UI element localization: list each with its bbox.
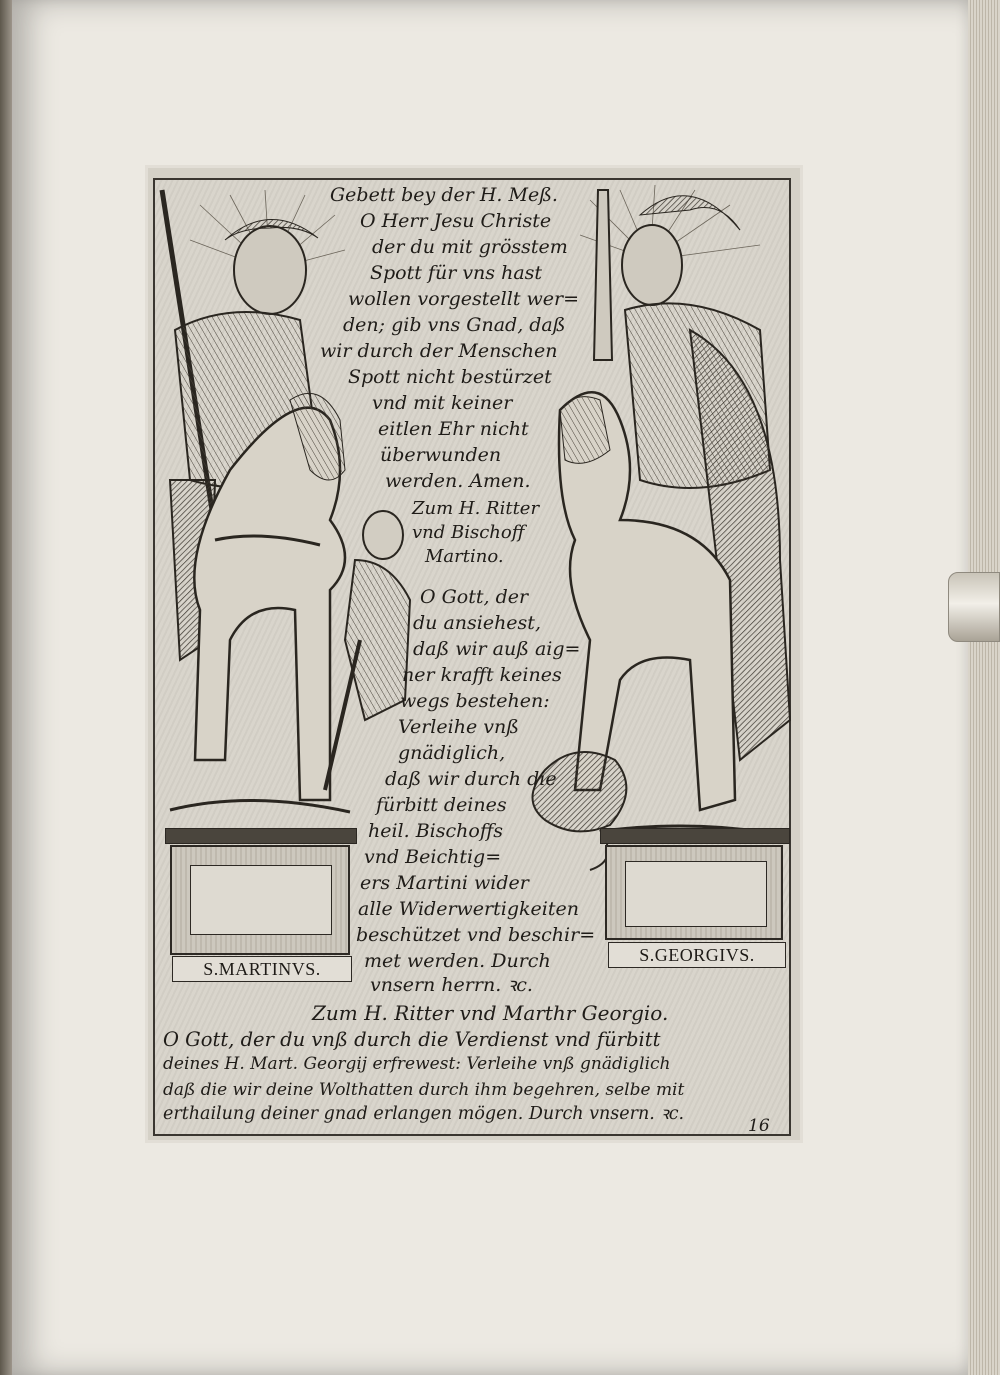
prayer-martin-line: Verleihe vnß (398, 716, 519, 738)
prayer-martin-line: alle Widerwertigkeiten (358, 898, 579, 920)
prayer-martin-line: ner krafft keines (402, 664, 562, 686)
prayer-mass-line: überwunden (380, 444, 502, 466)
prayer-mass-line: der du mit grösstem (372, 236, 568, 258)
prayer-martin-line: wegs bestehen: (400, 690, 550, 712)
prayer-mass-line: O Herr Jesu Christe (360, 210, 552, 232)
prayer-martin-heading: Martino. (425, 546, 504, 567)
left-pedestal (170, 845, 350, 955)
prayer-martin-line: daß wir durch die (385, 768, 557, 790)
prayer-martin-line: vnd Beichtig= (364, 846, 502, 868)
prayer-mass-line: wollen vorgestellt wer= (348, 288, 580, 310)
prayer-george-line: O Gott, der du vnß durch die Verdienst vnd fürbitt (163, 1028, 661, 1051)
prayer-george-line: erthailung deiner gnad erlangen mögen. Durch vnsern. ꝛc. (163, 1104, 685, 1124)
prayer-mass-line: Gebett bey der H. Meß. (330, 184, 558, 206)
prayer-mass-line: den; gib vns Gnad, daß (343, 314, 566, 336)
page-number: 16 (748, 1116, 770, 1136)
prayer-mass-line: vnd mit keiner (372, 392, 513, 414)
prayer-martin-line: met werden. Durch (364, 950, 551, 972)
prayer-george-heading: Zum H. Ritter vnd Marthr Georgio. (312, 1001, 669, 1025)
right-pedestal-ledge (600, 828, 790, 844)
prayer-george-line: daß die wir deine Wolthatten durch ihm begehren, selbe mit (163, 1080, 685, 1100)
prayer-martin-line: ers Martini wider (360, 872, 529, 894)
prayer-mass-line: wir durch der Menschen (320, 340, 558, 362)
left-pedestal-panel (190, 865, 332, 935)
prayer-martin-line: beschützet vnd beschir= (356, 924, 596, 946)
prayer-martin-heading: Zum H. Ritter (412, 498, 540, 519)
prayer-george-line: deines H. Mart. Georgij erfrewest: Verleihe vnß gnädiglich (163, 1054, 671, 1074)
prayer-martin-line: O Gott, der (420, 586, 529, 608)
prayer-martin-line: vnsern herrn. ꝛc. (370, 974, 533, 996)
right-pedestal-panel (625, 861, 767, 927)
prayer-mass-line: eitlen Ehr nicht (378, 418, 529, 440)
prayer-mass-line: Spott nicht bestürzet (348, 366, 552, 388)
prayer-martin-line: du ansiehest, (413, 612, 541, 634)
caption-martinus: S.MARTINVS. (172, 956, 352, 982)
prayer-martin-line: fürbitt deines (376, 794, 507, 816)
prayer-martin-heading: vnd Bischoff (412, 522, 525, 543)
prayer-martin-line: daß wir auß aig= (413, 638, 581, 660)
prayer-martin-line: heil. Bischoffs (368, 820, 504, 842)
right-pedestal (605, 845, 783, 940)
prayer-mass-line: Spott für vns hast (370, 262, 543, 284)
prayer-martin-line: gnädiglich, (398, 742, 506, 764)
prayer-mass-line: werden. Amen. (385, 470, 531, 492)
caption-georgius: S.GEORGIVS. (608, 942, 786, 968)
left-pedestal-ledge (165, 828, 357, 844)
